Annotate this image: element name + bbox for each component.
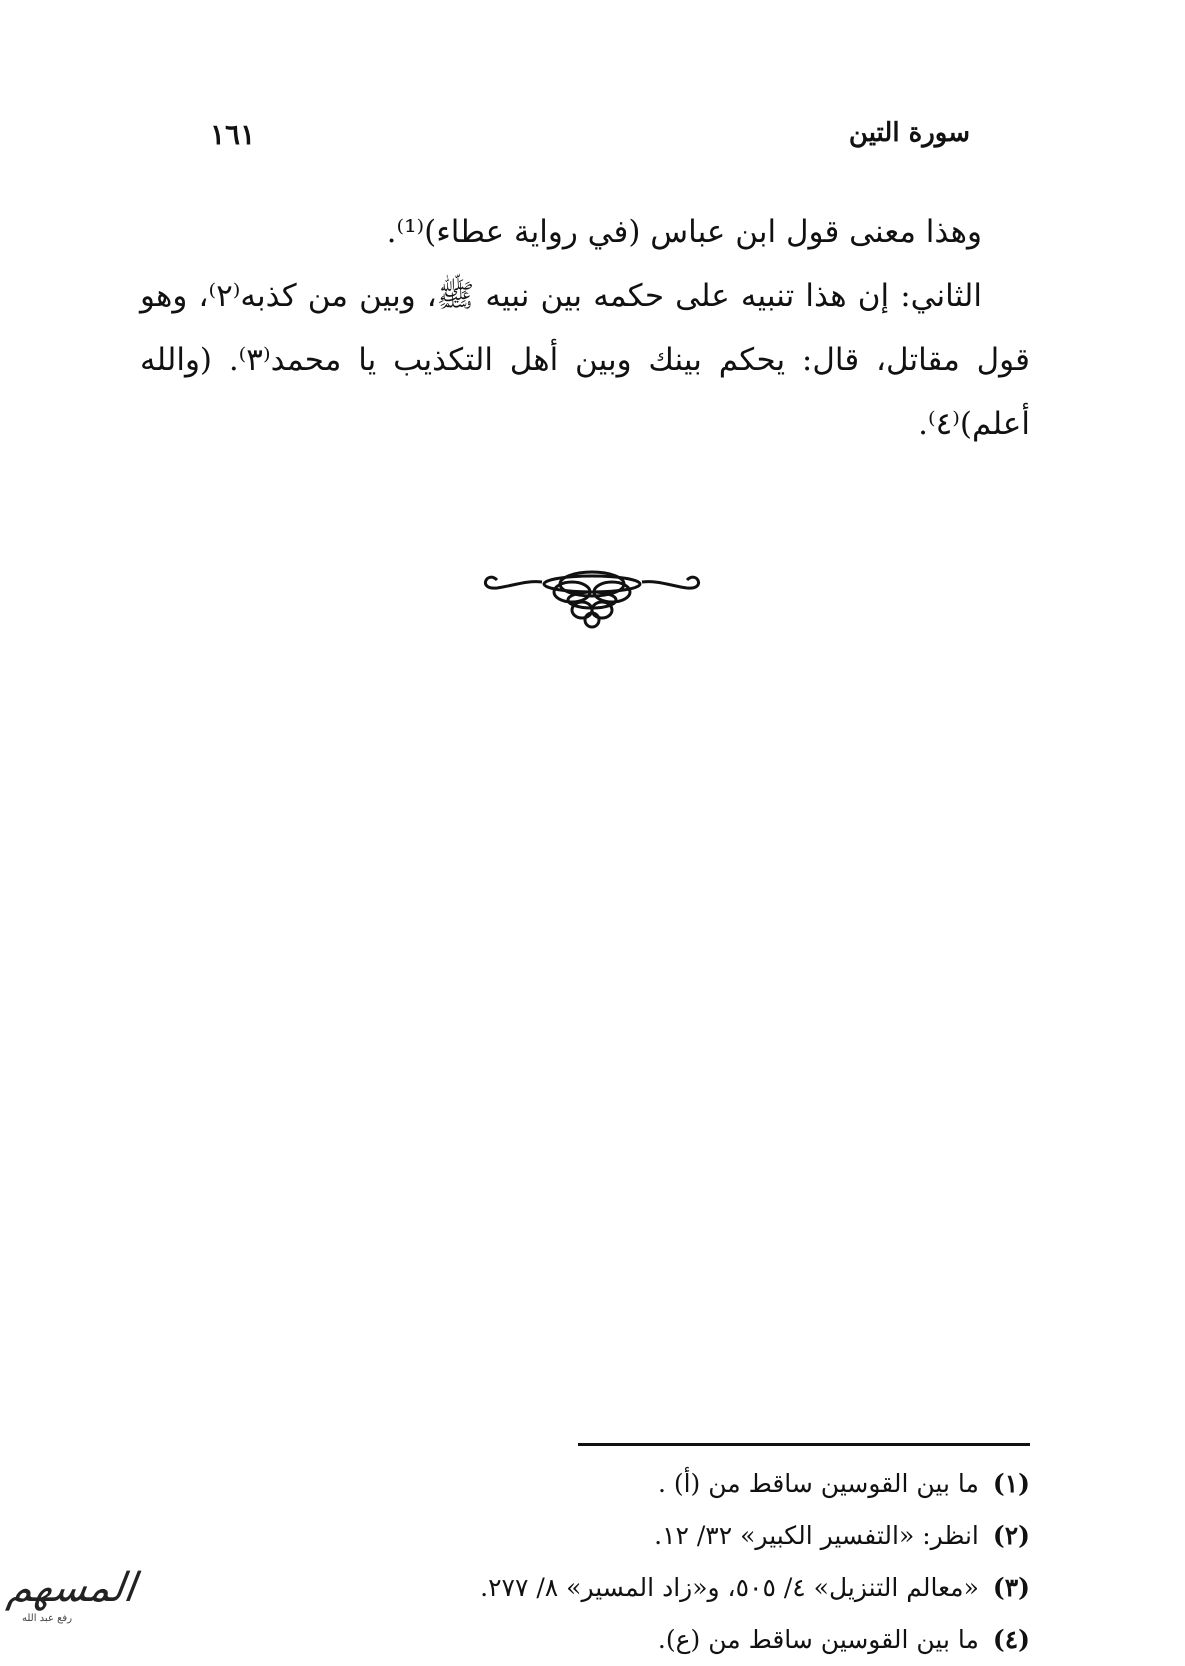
footnotes-list — [420, 1458, 1030, 1666]
footnote-2 — [420, 1510, 1030, 1562]
section-end-ornament-icon — [482, 570, 702, 660]
footnote-number: (٢) — [992, 1521, 1030, 1550]
footnote-number: (٤) — [992, 1625, 1030, 1654]
page-header — [200, 118, 970, 168]
page-number: ١٦١ — [210, 118, 256, 151]
footnote-text: انظر: «التفسير الكبير» ٣٢/ ١٢. — [654, 1521, 979, 1550]
paragraph-2: الثاني: إن هذا تنبيه على حكمه بين نبيه ﷺ، وبين من كذبه⁽٢⁾، وهو قول مقاتل، قال: يحكم بينك وبين أهل التكذيب يا محمد⁽٣⁾. (والله أعلم)⁽٤⁾. — [140, 278, 1030, 442]
footnote-1 — [420, 1458, 1030, 1510]
footnote-text: ما بين القوسين ساقط من (ع). — [657, 1625, 979, 1654]
footnote-3 — [420, 1562, 1030, 1614]
footnote-4 — [420, 1614, 1030, 1666]
footnote-text: «معالم التنزيل» ٤/ ٥٠٥، و«زاد المسير» ٨/ ٢٧٧. — [480, 1573, 979, 1602]
watermark-main-text: المسهم — [4, 1565, 139, 1611]
paragraph-1: وهذا معنى قول ابن عباس (في رواية عطاء)⁽¹⁾. — [386, 214, 982, 250]
footnote-text: ما بين القوسين ساقط من (أ) . — [657, 1469, 979, 1498]
footnote-separator — [578, 1443, 1030, 1446]
watermark-sub-text: رفع عبد الله — [22, 1613, 73, 1624]
watermark-logo — [4, 1565, 139, 1637]
footnote-number: (١) — [992, 1469, 1030, 1498]
surah-title: سورة التين — [848, 118, 970, 148]
footnote-number: (٣) — [992, 1573, 1030, 1602]
main-text — [140, 200, 1030, 456]
